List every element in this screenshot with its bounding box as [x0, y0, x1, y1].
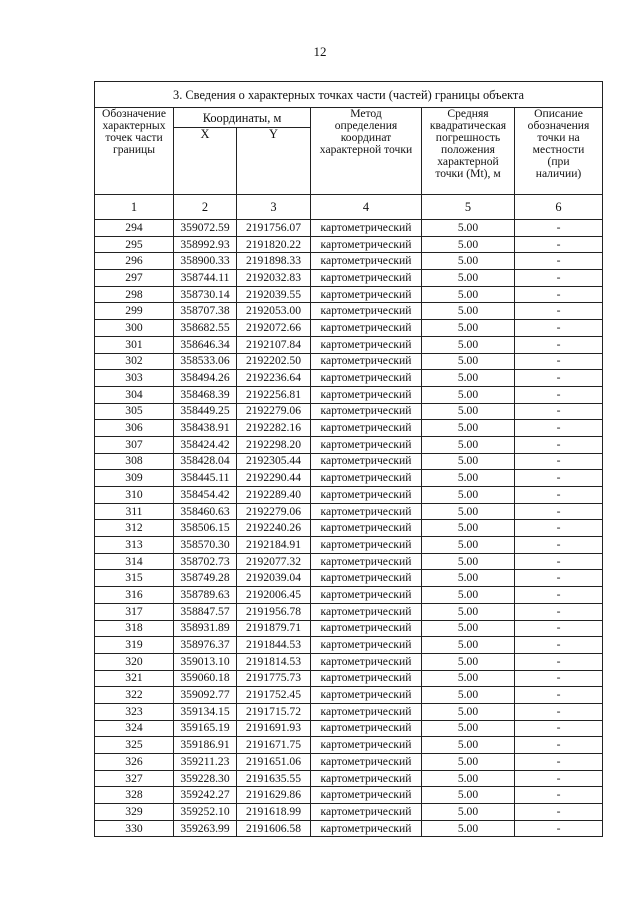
- table-row: [95, 620, 603, 637]
- description-cell: -: [515, 320, 603, 337]
- table-row: [95, 537, 603, 554]
- coord-y-cell: 2192039.55: [237, 286, 311, 303]
- coord-y-cell: 2191691.93: [237, 720, 311, 737]
- method-cell: картометрический: [311, 520, 422, 537]
- coord-x-cell: 358646.34: [174, 336, 237, 353]
- method-cell: картометрический: [311, 370, 422, 387]
- error-value-cell: 5.00: [422, 386, 515, 403]
- description-cell: -: [515, 420, 603, 437]
- coord-y-cell: 2191879.71: [237, 620, 311, 637]
- description-cell: -: [515, 370, 603, 387]
- error-value-cell: 5.00: [422, 220, 515, 237]
- coord-x-cell: 358424.42: [174, 436, 237, 453]
- coord-x-cell: 358900.33: [174, 253, 237, 270]
- table-row: [95, 253, 603, 270]
- method-cell: картометрический: [311, 620, 422, 637]
- point-number-cell: 324: [95, 720, 174, 737]
- method-cell: картометрический: [311, 537, 422, 554]
- error-value-cell: 5.00: [422, 503, 515, 520]
- error-value-cell: 5.00: [422, 520, 515, 537]
- header-line: квадратическая: [429, 119, 507, 132]
- table-row: [95, 436, 603, 453]
- method-cell: картометрический: [311, 703, 422, 720]
- description-cell: -: [515, 286, 603, 303]
- coord-x-cell: 358931.89: [174, 620, 237, 637]
- method-cell: картометрический: [311, 220, 422, 237]
- header-line: положения: [441, 143, 495, 156]
- error-value-cell: 5.00: [422, 537, 515, 554]
- column-number: 3: [237, 195, 311, 220]
- description-cell: -: [515, 253, 603, 270]
- description-cell: -: [515, 386, 603, 403]
- header-designation: [95, 108, 174, 195]
- header-line: точки на: [537, 131, 580, 144]
- table-row: [95, 770, 603, 787]
- table-row: [95, 587, 603, 604]
- method-cell: картометрический: [311, 587, 422, 604]
- error-value-cell: 5.00: [422, 336, 515, 353]
- point-number-cell: 296: [95, 253, 174, 270]
- coord-x-cell: 358454.42: [174, 487, 237, 504]
- coord-y-cell: 2192236.64: [237, 370, 311, 387]
- table-row: [95, 453, 603, 470]
- coord-x-cell: 358460.63: [174, 503, 237, 520]
- error-value-cell: 5.00: [422, 403, 515, 420]
- title-row: [95, 82, 603, 108]
- header-error: [422, 108, 515, 195]
- description-cell: -: [515, 787, 603, 804]
- coord-y-cell: 2191629.86: [237, 787, 311, 804]
- point-number-cell: 329: [95, 804, 174, 821]
- table-row: [95, 470, 603, 487]
- coord-y-cell: 2192006.45: [237, 587, 311, 604]
- method-cell: картометрический: [311, 236, 422, 253]
- error-value-cell: 5.00: [422, 754, 515, 771]
- error-value-cell: 5.00: [422, 353, 515, 370]
- description-cell: -: [515, 220, 603, 237]
- error-value-cell: 5.00: [422, 320, 515, 337]
- error-value-cell: 5.00: [422, 603, 515, 620]
- error-value-cell: 5.00: [422, 470, 515, 487]
- coord-y-cell: 2192032.83: [237, 270, 311, 287]
- coord-y-cell: 2191775.73: [237, 670, 311, 687]
- method-cell: картометрический: [311, 336, 422, 353]
- table-row: [95, 370, 603, 387]
- coord-y-cell: 2192053.00: [237, 303, 311, 320]
- coord-y-cell: 2191756.07: [237, 220, 311, 237]
- coord-x-cell: 359186.91: [174, 737, 237, 754]
- method-cell: картометрический: [311, 470, 422, 487]
- method-cell: картометрический: [311, 804, 422, 821]
- description-cell: -: [515, 436, 603, 453]
- coord-y-cell: 2191715.72: [237, 703, 311, 720]
- method-cell: картометрический: [311, 303, 422, 320]
- point-number-cell: 318: [95, 620, 174, 637]
- error-value-cell: 5.00: [422, 270, 515, 287]
- table-row: [95, 503, 603, 520]
- table-row: [95, 737, 603, 754]
- point-number-cell: 312: [95, 520, 174, 537]
- point-number-cell: 316: [95, 587, 174, 604]
- coord-x-cell: 359228.30: [174, 770, 237, 787]
- column-number: 5: [422, 195, 515, 220]
- header-line: границы: [112, 143, 156, 156]
- coord-x-cell: 358445.11: [174, 470, 237, 487]
- point-number-cell: 315: [95, 570, 174, 587]
- header-line: местности: [532, 143, 585, 156]
- description-cell: -: [515, 653, 603, 670]
- description-cell: -: [515, 670, 603, 687]
- description-cell: -: [515, 453, 603, 470]
- method-cell: картометрический: [311, 270, 422, 287]
- method-cell: картометрический: [311, 253, 422, 270]
- coord-x-cell: 359092.77: [174, 687, 237, 704]
- coord-x-cell: 358570.30: [174, 537, 237, 554]
- error-value-cell: 5.00: [422, 553, 515, 570]
- coord-x-cell: 358682.55: [174, 320, 237, 337]
- table-row: [95, 820, 603, 837]
- description-cell: -: [515, 720, 603, 737]
- point-number-cell: 295: [95, 236, 174, 253]
- method-cell: картометрический: [311, 687, 422, 704]
- header-description: [515, 108, 603, 195]
- coord-y-cell: 2191606.58: [237, 820, 311, 837]
- section-title: 3. Сведения о характерных точках части (частей) границы объекта: [95, 82, 603, 108]
- error-value-cell: 5.00: [422, 770, 515, 787]
- error-value-cell: 5.00: [422, 303, 515, 320]
- coord-y-cell: 2192107.84: [237, 336, 311, 353]
- error-value-cell: 5.00: [422, 737, 515, 754]
- point-number-cell: 306: [95, 420, 174, 437]
- description-cell: -: [515, 487, 603, 504]
- point-number-cell: 320: [95, 653, 174, 670]
- coord-x-cell: 359060.18: [174, 670, 237, 687]
- description-cell: -: [515, 570, 603, 587]
- point-number-cell: 300: [95, 320, 174, 337]
- coord-x-cell: 358702.73: [174, 553, 237, 570]
- header-row-1: [95, 108, 603, 128]
- table-row: [95, 787, 603, 804]
- coord-x-cell: 359252.10: [174, 804, 237, 821]
- method-cell: картометрический: [311, 420, 422, 437]
- coord-x-cell: 358494.26: [174, 370, 237, 387]
- table-row: [95, 420, 603, 437]
- table-row: [95, 520, 603, 537]
- description-cell: -: [515, 770, 603, 787]
- error-value-cell: 5.00: [422, 720, 515, 737]
- coord-y-cell: 2192072.66: [237, 320, 311, 337]
- point-number-cell: 313: [95, 537, 174, 554]
- method-cell: картометрический: [311, 353, 422, 370]
- method-cell: картометрический: [311, 286, 422, 303]
- table-row: [95, 220, 603, 237]
- column-number: 6: [515, 195, 603, 220]
- method-cell: картометрический: [311, 603, 422, 620]
- table-row: [95, 687, 603, 704]
- error-value-cell: 5.00: [422, 703, 515, 720]
- error-value-cell: 5.00: [422, 653, 515, 670]
- method-cell: картометрический: [311, 553, 422, 570]
- error-value-cell: 5.00: [422, 453, 515, 470]
- coord-x-cell: 359242.27: [174, 787, 237, 804]
- method-cell: картометрический: [311, 320, 422, 337]
- header-line: обозначения: [527, 119, 590, 132]
- method-cell: картометрический: [311, 453, 422, 470]
- point-number-cell: 305: [95, 403, 174, 420]
- description-cell: -: [515, 637, 603, 654]
- method-cell: картометрический: [311, 820, 422, 837]
- coord-x-cell: 358744.11: [174, 270, 237, 287]
- method-cell: картометрический: [311, 720, 422, 737]
- error-value-cell: 5.00: [422, 687, 515, 704]
- coord-y-cell: 2191820.22: [237, 236, 311, 253]
- coord-y-cell: 2191752.45: [237, 687, 311, 704]
- point-number-cell: 323: [95, 703, 174, 720]
- point-number-cell: 317: [95, 603, 174, 620]
- error-value-cell: 5.00: [422, 787, 515, 804]
- method-cell: картометрический: [311, 787, 422, 804]
- method-cell: картометрический: [311, 670, 422, 687]
- coord-y-cell: 2192290.44: [237, 470, 311, 487]
- point-number-cell: 325: [95, 737, 174, 754]
- table-row: [95, 653, 603, 670]
- coord-x-cell: 359013.10: [174, 653, 237, 670]
- point-number-cell: 322: [95, 687, 174, 704]
- description-cell: -: [515, 703, 603, 720]
- description-cell: -: [515, 620, 603, 637]
- coord-x-cell: 359165.19: [174, 720, 237, 737]
- coord-x-cell: 358533.06: [174, 353, 237, 370]
- coord-y-cell: 2191618.99: [237, 804, 311, 821]
- error-value-cell: 5.00: [422, 420, 515, 437]
- error-value-cell: 5.00: [422, 804, 515, 821]
- description-cell: -: [515, 820, 603, 837]
- header-line: наличии): [535, 167, 582, 180]
- table-row: [95, 403, 603, 420]
- table-row: [95, 353, 603, 370]
- page-number: 12: [313, 44, 327, 59]
- coord-y-cell: 2192240.26: [237, 520, 311, 537]
- method-cell: картометрический: [311, 403, 422, 420]
- coord-y-cell: 2192184.91: [237, 537, 311, 554]
- point-number-cell: 303: [95, 370, 174, 387]
- point-number-cell: 310: [95, 487, 174, 504]
- description-cell: -: [515, 587, 603, 604]
- error-value-cell: 5.00: [422, 236, 515, 253]
- header-line: (при: [547, 155, 570, 168]
- error-value-cell: 5.00: [422, 587, 515, 604]
- coord-y-cell: 2192298.20: [237, 436, 311, 453]
- description-cell: -: [515, 303, 603, 320]
- column-number: 2: [174, 195, 237, 220]
- coord-x-cell: 358976.37: [174, 637, 237, 654]
- coord-y-cell: 2192039.04: [237, 570, 311, 587]
- coord-y-cell: 2191898.33: [237, 253, 311, 270]
- table-row: [95, 804, 603, 821]
- table-row: [95, 570, 603, 587]
- header-line: погрешность: [435, 131, 501, 144]
- coord-y-cell: 2191844.53: [237, 637, 311, 654]
- column-number: 4: [311, 195, 422, 220]
- method-cell: картометрический: [311, 436, 422, 453]
- header-y: Y: [237, 128, 311, 195]
- method-cell: картометрический: [311, 503, 422, 520]
- point-number-cell: 319: [95, 637, 174, 654]
- coord-y-cell: 2192202.50: [237, 353, 311, 370]
- point-number-cell: 297: [95, 270, 174, 287]
- description-cell: -: [515, 470, 603, 487]
- coord-x-cell: 358730.14: [174, 286, 237, 303]
- coord-x-cell: 358707.38: [174, 303, 237, 320]
- point-number-cell: 330: [95, 820, 174, 837]
- coord-y-cell: 2192077.32: [237, 553, 311, 570]
- error-value-cell: 5.00: [422, 487, 515, 504]
- point-number-cell: 321: [95, 670, 174, 687]
- point-number-cell: 301: [95, 336, 174, 353]
- coord-x-cell: 358506.15: [174, 520, 237, 537]
- method-cell: картометрический: [311, 386, 422, 403]
- column-number-row: [95, 195, 603, 220]
- coord-x-cell: 358438.91: [174, 420, 237, 437]
- point-number-cell: 304: [95, 386, 174, 403]
- table-row: [95, 553, 603, 570]
- error-value-cell: 5.00: [422, 820, 515, 837]
- table-row: [95, 487, 603, 504]
- coord-y-cell: 2192279.06: [237, 503, 311, 520]
- method-cell: картометрический: [311, 737, 422, 754]
- coord-y-cell: 2192282.16: [237, 420, 311, 437]
- table-row: [95, 336, 603, 353]
- header-line: Средняя: [447, 107, 489, 120]
- description-cell: -: [515, 687, 603, 704]
- error-value-cell: 5.00: [422, 637, 515, 654]
- method-cell: картометрический: [311, 570, 422, 587]
- description-cell: -: [515, 403, 603, 420]
- table-row: [95, 270, 603, 287]
- point-number-cell: 298: [95, 286, 174, 303]
- header-line: Описание: [534, 107, 583, 120]
- point-number-cell: 299: [95, 303, 174, 320]
- table-row: [95, 303, 603, 320]
- coord-x-cell: 359134.15: [174, 703, 237, 720]
- table-row: [95, 286, 603, 303]
- header-line: координат: [340, 131, 392, 144]
- header-x: X: [174, 128, 237, 195]
- description-cell: -: [515, 804, 603, 821]
- coord-x-cell: 359211.23: [174, 754, 237, 771]
- boundary-points-table: [94, 81, 603, 837]
- coord-x-cell: 358749.28: [174, 570, 237, 587]
- coord-y-cell: 2192289.40: [237, 487, 311, 504]
- column-number: 1: [95, 195, 174, 220]
- coord-x-cell: 359072.59: [174, 220, 237, 237]
- error-value-cell: 5.00: [422, 253, 515, 270]
- description-cell: -: [515, 520, 603, 537]
- coord-x-cell: 358449.25: [174, 403, 237, 420]
- table-row: [95, 670, 603, 687]
- coord-y-cell: 2192305.44: [237, 453, 311, 470]
- error-value-cell: 5.00: [422, 670, 515, 687]
- table-row: [95, 703, 603, 720]
- method-cell: картометрический: [311, 770, 422, 787]
- error-value-cell: 5.00: [422, 286, 515, 303]
- description-cell: -: [515, 336, 603, 353]
- method-cell: картометрический: [311, 487, 422, 504]
- coord-x-cell: 358789.63: [174, 587, 237, 604]
- error-value-cell: 5.00: [422, 370, 515, 387]
- table-row: [95, 320, 603, 337]
- method-cell: картометрический: [311, 653, 422, 670]
- header-line: точек части: [105, 131, 163, 144]
- point-number-cell: 309: [95, 470, 174, 487]
- description-cell: -: [515, 236, 603, 253]
- point-number-cell: 314: [95, 553, 174, 570]
- coord-x-cell: 358992.93: [174, 236, 237, 253]
- method-cell: картометрический: [311, 637, 422, 654]
- point-number-cell: 308: [95, 453, 174, 470]
- table-row: [95, 754, 603, 771]
- coord-y-cell: 2192279.06: [237, 403, 311, 420]
- header-line: Метод: [350, 107, 382, 120]
- table-row: [95, 637, 603, 654]
- point-number-cell: 294: [95, 220, 174, 237]
- coord-x-cell: 358468.39: [174, 386, 237, 403]
- header-method: [311, 108, 422, 195]
- table-row: [95, 236, 603, 253]
- description-cell: -: [515, 737, 603, 754]
- description-cell: -: [515, 754, 603, 771]
- point-number-cell: 327: [95, 770, 174, 787]
- description-cell: -: [515, 503, 603, 520]
- coord-x-cell: 359263.99: [174, 820, 237, 837]
- coord-y-cell: 2191814.53: [237, 653, 311, 670]
- coord-x-cell: 358847.57: [174, 603, 237, 620]
- table-row: [95, 386, 603, 403]
- point-number-cell: 311: [95, 503, 174, 520]
- coord-y-cell: 2191651.06: [237, 754, 311, 771]
- description-cell: -: [515, 553, 603, 570]
- coord-y-cell: 2191635.55: [237, 770, 311, 787]
- point-number-cell: 307: [95, 436, 174, 453]
- description-cell: -: [515, 603, 603, 620]
- header-line: точки (Mt), м: [435, 167, 501, 180]
- header-line: характерной точки: [319, 143, 413, 156]
- description-cell: -: [515, 537, 603, 554]
- error-value-cell: 5.00: [422, 436, 515, 453]
- header-coordinates: Координаты, м: [174, 108, 311, 128]
- coord-y-cell: 2191956.78: [237, 603, 311, 620]
- method-cell: картометрический: [311, 754, 422, 771]
- point-number-cell: 328: [95, 787, 174, 804]
- table-row: [95, 603, 603, 620]
- description-cell: -: [515, 270, 603, 287]
- point-number-cell: 302: [95, 353, 174, 370]
- coord-y-cell: 2192256.81: [237, 386, 311, 403]
- header-line: определения: [334, 119, 398, 132]
- error-value-cell: 5.00: [422, 570, 515, 587]
- table-row: [95, 720, 603, 737]
- error-value-cell: 5.00: [422, 620, 515, 637]
- header-line: характерных: [102, 119, 166, 132]
- point-number-cell: 326: [95, 754, 174, 771]
- description-cell: -: [515, 353, 603, 370]
- header-line: характерной: [437, 155, 499, 168]
- coord-x-cell: 358428.04: [174, 453, 237, 470]
- coord-y-cell: 2191671.75: [237, 737, 311, 754]
- header-line: Обозначение: [101, 107, 167, 120]
